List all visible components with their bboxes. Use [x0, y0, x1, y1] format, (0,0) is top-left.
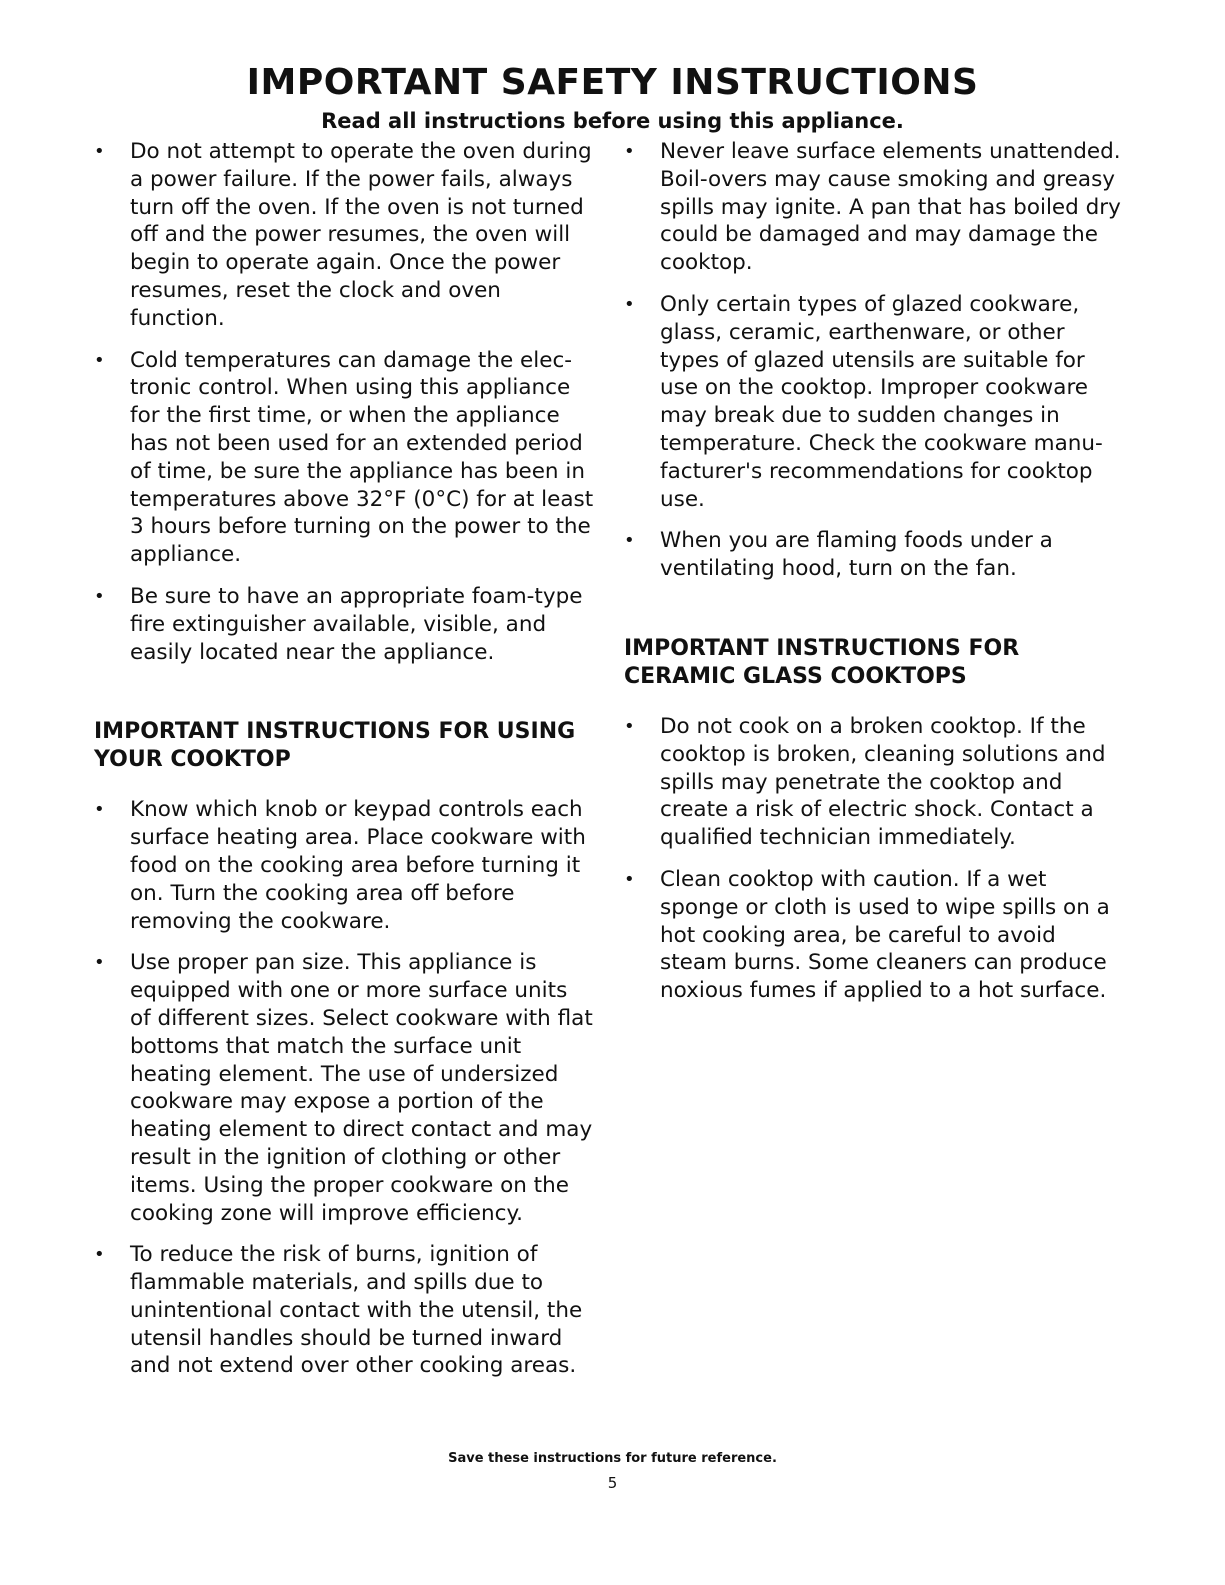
list-item: • Know which knob or keypad controls each surface heating area. Place cookware with food on the cooking area before turning it on. Turn the cooking area off before removing the cookware. — [94, 796, 594, 935]
list-item: • Never leave surface elements unattended. Boil-overs may cause smoking and greasy spills may ignite. A pan that has boiled dry could be damaged and may damage the cooktop. — [624, 138, 1124, 277]
list-item: • Be sure to have an appropriate foam-type fire extinguisher available, visible, and easily located near the appliance. — [94, 583, 594, 666]
list-item: • Use proper pan size. This appliance is equipped with one or more surface units of different sizes. Select cookware with flat bottoms that match the surface unit heating element. The use of undersized cookware may expose a portion of the heating element to direct contact and may result in the ignition of clothing or other items. Using the proper cookware on the cooking zone will improve efficiency. — [94, 949, 594, 1227]
list-item: • To reduce the risk of burns, ignition of flammable materials, and spills due to unintentional contact with the utensil, the utensil handles should be turned inward and not extend over other cooking areas. — [94, 1241, 594, 1380]
left-intro-list — [94, 138, 594, 666]
right-column — [624, 138, 1124, 1019]
right-intro-list — [624, 138, 1124, 583]
list-item: • Only certain types of glazed cookware, glass, ceramic, earthenware, or other types of glazed utensils are suitable for use on the cooktop. Improper cookware may break due to sudden changes in temperature. Check the cookware manu-facturer's recommendations for cooktop use. — [624, 291, 1124, 513]
ceramic-list — [624, 713, 1124, 1005]
list-item: • Do not attempt to operate the oven during a power failure. If the power fails, always turn off the oven. If the oven is not turned off and the power resumes, the oven will begin to operate again. Once the power resumes, reset the clock and oven function. — [94, 138, 594, 333]
list-item: • Cold temperatures can damage the elec-tronic control. When using this appliance for the first time, or when the appliance has not been used for an extended period of time, be sure the appliance has been in temperatures above 32°F (0°C) for at least 3 hours before turning on the power to the appliance. — [94, 347, 594, 569]
list-item: • When you are flaming foods under a ventilating hood, turn on the fan. — [624, 527, 1124, 583]
list-item: • Do not cook on a broken cooktop. If the cooktop is broken, cleaning solutions and spills may penetrate the cooktop and create a risk of electric shock. Contact a qualified technician immediately. — [624, 713, 1124, 852]
ceramic-section-heading: IMPORTANT INSTRUCTIONS FOR CERAMIC GLASS COOKTOPS — [624, 635, 1020, 689]
cooktop-list — [94, 796, 594, 1380]
list-item: • Clean cooktop with caution. If a wet sponge or cloth is used to wipe spills on a hot cooking area, be careful to avoid steam burns. Some cleaners can produce noxious fumes if applied to a hot surface. — [624, 866, 1124, 1005]
page-title: IMPORTANT SAFETY INSTRUCTIONS — [246, 62, 979, 103]
page-subtitle: Read all instructions before using this appliance. — [321, 109, 904, 133]
cooktop-section-heading: IMPORTANT INSTRUCTIONS FOR USING YOUR COOKTOP — [94, 719, 576, 773]
left-column — [94, 138, 594, 1394]
footer-note: Save these instructions for future reference. — [448, 1451, 777, 1466]
page-number: 5 — [607, 1474, 618, 1492]
